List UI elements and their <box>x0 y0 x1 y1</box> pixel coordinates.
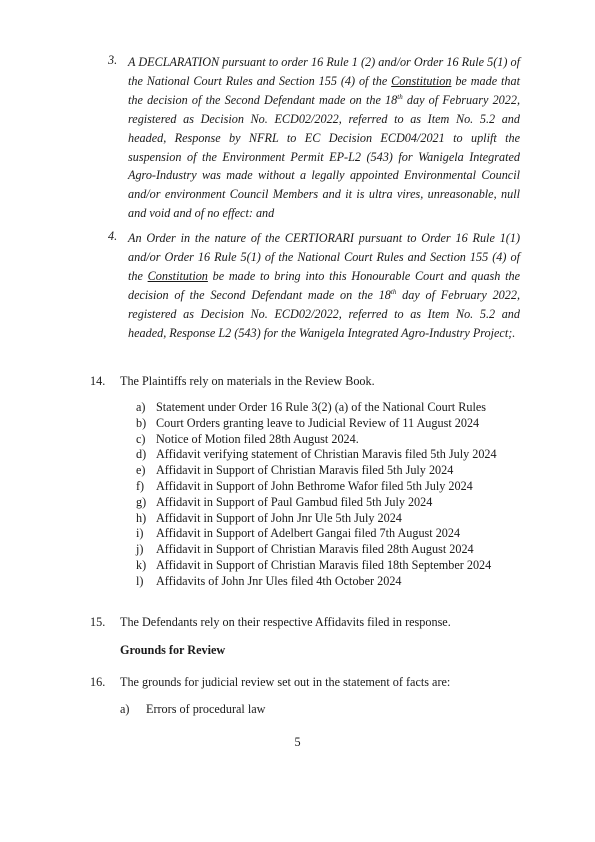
list-letter: k) <box>136 557 147 572</box>
list-item <box>136 511 521 527</box>
list-item-text: Affidavit in Support of Christian Maravis filed 28th August 2024 <box>156 542 474 557</box>
paragraph-15-text: The Defendants rely on their respective Affidavits filed in response. <box>120 615 451 629</box>
order-text-part: A DECLARATION pursuant to order 16 Rule 1 (2) and/or Order 16 Rule 5(1) of the National Court Rules and Section 155 (4) of the <box>128 55 520 88</box>
paragraph-16-text: The grounds for judicial review set out in the statement of facts are: <box>120 675 451 689</box>
list-item-text: Affidavit in Support of Adelbert Gangai filed 7th August 2024 <box>156 526 461 541</box>
list-item <box>136 400 521 416</box>
order-text-part: day of February 2022, registered as Decision No. ECD02/2022, referred to as Item No. 5.2 and headed, Response L2 (543) for the Wanigela Integrated Agro-Industry Project;. <box>128 287 521 340</box>
list-letter: i) <box>136 526 144 541</box>
paragraph-number: 15. <box>90 615 106 629</box>
list-item-text: Affidavits of John Jnr Ules filed 4th October 2024 <box>156 573 402 588</box>
list-item-text: Affidavit in Support of Christian Maravis filed 18th September 2024 <box>156 557 492 572</box>
list-item <box>136 463 521 479</box>
materials-list <box>136 400 521 590</box>
list-item <box>136 542 521 558</box>
list-item <box>136 416 521 432</box>
order-number: 3. <box>108 53 118 67</box>
ordinal-suffix: th <box>390 287 397 296</box>
list-letter: c) <box>136 431 146 446</box>
list-item <box>136 479 521 495</box>
order-text-part: be made to bring into this Honourable Court and quash the decision of the Second Defendant made on the 18 <box>128 268 520 302</box>
list-item-text: Court Orders granting leave to Judicial Review of 11 August 2024 <box>156 415 480 430</box>
list-letter: f) <box>136 478 145 493</box>
order-3-text <box>128 53 520 223</box>
order-text-part: An Order in the nature of the CERTIORARI pursuant to Order 16 Rule 1(1) and/or Order 16 Rule 5(1) of the National Court Rules and Section 155 (4) of the <box>128 231 520 283</box>
list-item-text: Statement under Order 16 Rule 3(2) (a) of the National Court Rules <box>156 400 486 414</box>
list-item-text: Affidavit in Support of Christian Maravis filed 5th July 2024 <box>156 463 454 478</box>
constitution-reference: Constitution <box>147 268 208 283</box>
list-item-text: Affidavit in Support of John Bethrome Wafor filed 5th July 2024 <box>156 478 473 493</box>
paragraph-14-text: The Plaintiffs rely on materials in the Review Book. <box>120 374 375 388</box>
order-number: 4. <box>108 229 118 243</box>
list-letter: b) <box>136 415 147 430</box>
list-letter: j) <box>136 542 144 557</box>
list-item <box>136 495 521 511</box>
list-item-text: Affidavit verifying statement of Christian Maravis filed 5th July 2024 <box>156 447 497 462</box>
list-letter: e) <box>136 463 146 478</box>
page-number: 5 <box>294 735 301 749</box>
list-letter: g) <box>136 494 147 509</box>
order-text-part: be made that the decision of the Second Defendant made on the 18 <box>128 73 520 107</box>
list-item-text: Notice of Motion filed 28th August 2024. <box>156 431 359 446</box>
list-item <box>136 432 521 448</box>
list-item-text: Affidavit in Support of Paul Gambud filed 5th July 2024 <box>156 494 433 509</box>
list-letter: h) <box>136 510 147 525</box>
list-letter: l) <box>136 573 144 588</box>
sub-item-text: Errors of procedural law <box>146 702 266 716</box>
constitution-reference: Constitution <box>391 73 452 88</box>
list-item <box>136 574 521 590</box>
list-item <box>136 526 521 542</box>
order-text-part: day of February 2022, registered as Decision No. ECD02/2022, referred to as Item No. 5.2 and headed, Response by NFRL to EC Decision ECD04/2021 to uplift the suspension of the Environment Permit EP-L2 (543) for Wanigela Integrated Agro-Industry was made without a legally appointed Environmental Council and/or environment Council Members and it is ultra vires, unreasonable, null and void and of no effect: and <box>128 92 521 221</box>
list-letter: a) <box>136 400 146 414</box>
list-item-text: Affidavit in Support of John Jnr Ule 5th July 2024 <box>156 510 402 525</box>
list-item <box>136 447 521 463</box>
list-item <box>136 558 521 574</box>
list-letter: a) <box>120 702 130 716</box>
list-letter: d) <box>136 447 147 462</box>
paragraph-number: 14. <box>90 374 106 388</box>
paragraph-number: 16. <box>90 675 106 689</box>
ordinal-suffix: th <box>397 92 403 101</box>
order-4-text <box>128 229 520 342</box>
section-heading: Grounds for Review <box>120 643 226 657</box>
